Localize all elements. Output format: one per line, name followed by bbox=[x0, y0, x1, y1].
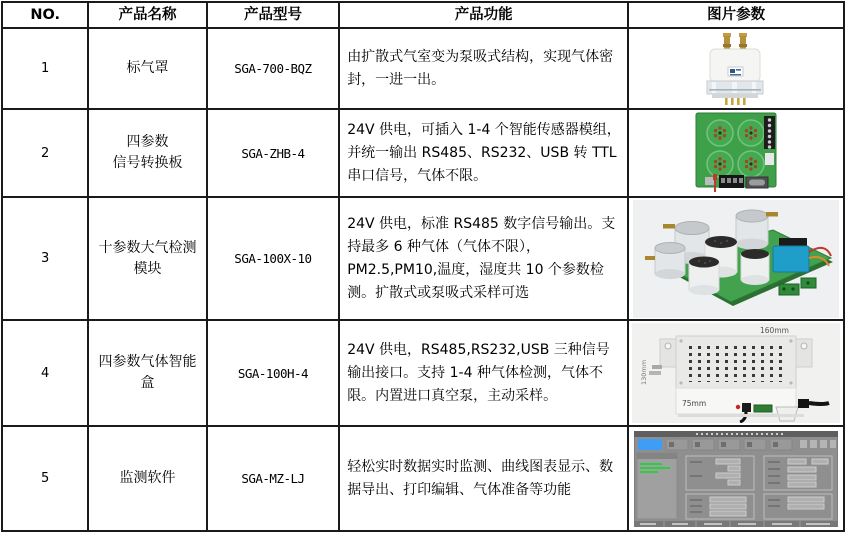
product-name-line: 四参数 bbox=[126, 134, 169, 150]
product-function-text: 由扩散式气室变为泵吸式结构，实现气体密封，一进一出。 bbox=[347, 48, 614, 88]
product-model: SGA-100H-4 bbox=[207, 320, 339, 426]
product-photo-cell bbox=[628, 320, 844, 426]
table-row bbox=[2, 109, 844, 197]
row-number: 5 bbox=[2, 426, 88, 531]
product-function-text: 24V 供电，RS485,RS232,USB 三种信号输出接口。支持 1-4 种气体检测，气体不限。内置进口真空泵，主动采样。 bbox=[347, 341, 610, 404]
product-name-line: 四参数气体智能 bbox=[98, 354, 197, 370]
header-no: NO. bbox=[2, 2, 88, 28]
active-tab bbox=[638, 439, 662, 450]
product-photo-cell bbox=[628, 28, 844, 109]
product-name-line: 模块 bbox=[133, 260, 162, 277]
product-name-line: 信号转换板 bbox=[112, 155, 183, 171]
side-connector bbox=[798, 399, 809, 408]
row-number: 3 bbox=[2, 197, 88, 320]
air-detection-module-photo bbox=[633, 200, 839, 318]
product-name bbox=[88, 426, 206, 531]
signal-converter-board-photo bbox=[688, 111, 784, 195]
product-function bbox=[339, 197, 628, 320]
product-photo-cell bbox=[628, 109, 844, 197]
product-model: SGA-MZ-LJ bbox=[207, 426, 339, 531]
header-row bbox=[2, 2, 844, 28]
power-led bbox=[736, 405, 740, 409]
product-name-line: 监测软件 bbox=[119, 470, 176, 486]
ventilation-grid bbox=[686, 342, 786, 382]
table-row bbox=[2, 197, 844, 320]
product-name bbox=[88, 320, 206, 426]
product-function-text: 轻松实时数据实时监测、曲线图表显示、数据导出、打印编辑、气体准备等功能 bbox=[347, 458, 614, 498]
product-spec-table bbox=[1, 1, 845, 532]
product-photo-cell bbox=[628, 426, 844, 531]
status-bar bbox=[634, 521, 838, 527]
dimension-label-top: 160mm bbox=[760, 326, 790, 335]
table-row bbox=[2, 28, 844, 109]
row-number: 1 bbox=[2, 28, 88, 109]
product-name bbox=[88, 197, 206, 320]
sidebar-panel bbox=[637, 453, 677, 519]
product-name-line: 盒 bbox=[140, 375, 155, 391]
product-function bbox=[339, 426, 628, 531]
dimension-label-front: 75mm bbox=[682, 399, 707, 408]
table-row bbox=[2, 426, 844, 531]
dimension-label-side: 130mm bbox=[640, 359, 649, 385]
dc-plug bbox=[742, 403, 751, 412]
product-model: SGA-700-BQZ bbox=[207, 28, 339, 109]
brass-fittings bbox=[723, 33, 747, 50]
header-product-function: 产品功能 bbox=[339, 2, 628, 28]
monitoring-software-screenshot bbox=[634, 431, 838, 527]
product-function bbox=[339, 109, 628, 197]
product-model: SGA-100X-10 bbox=[207, 197, 339, 320]
bottom-pins bbox=[725, 98, 746, 105]
product-function-text: 24V 供电，标准 RS485 数字信号输出。支持最多 6 种气体（气体不限），PM2.5,PM10,温度，湿度共 10 个参数检测。扩散式或泵吸式采样可选 bbox=[347, 215, 616, 301]
product-model: SGA-ZHB-4 bbox=[207, 109, 339, 197]
product-name-line: 十参数大气检测 bbox=[98, 239, 197, 256]
header-image-params: 图片参数 bbox=[628, 2, 844, 28]
smart-gas-box-photo bbox=[632, 323, 840, 423]
product-name bbox=[88, 28, 206, 109]
product-name bbox=[88, 109, 206, 197]
product-function bbox=[339, 28, 628, 109]
product-function-text: 24V 供电，可插入 1-4 个智能传感器模组，并统一输出 RS485、RS232、USB 转 TTL 串口信号，气体不限。 bbox=[347, 121, 621, 184]
product-function bbox=[339, 320, 628, 426]
product-photo-cell bbox=[628, 197, 844, 320]
row-number: 4 bbox=[2, 320, 88, 426]
table-row bbox=[2, 320, 844, 426]
usb-port bbox=[705, 177, 714, 185]
standard-gas-cap-photo bbox=[694, 31, 778, 107]
header-product-model: 产品型号 bbox=[207, 2, 339, 28]
white-connector bbox=[765, 153, 774, 165]
row-number: 2 bbox=[2, 109, 88, 197]
terminal-strip bbox=[754, 405, 772, 412]
product-name-line: 标气罩 bbox=[126, 60, 169, 76]
header-product-name: 产品名称 bbox=[88, 2, 206, 28]
